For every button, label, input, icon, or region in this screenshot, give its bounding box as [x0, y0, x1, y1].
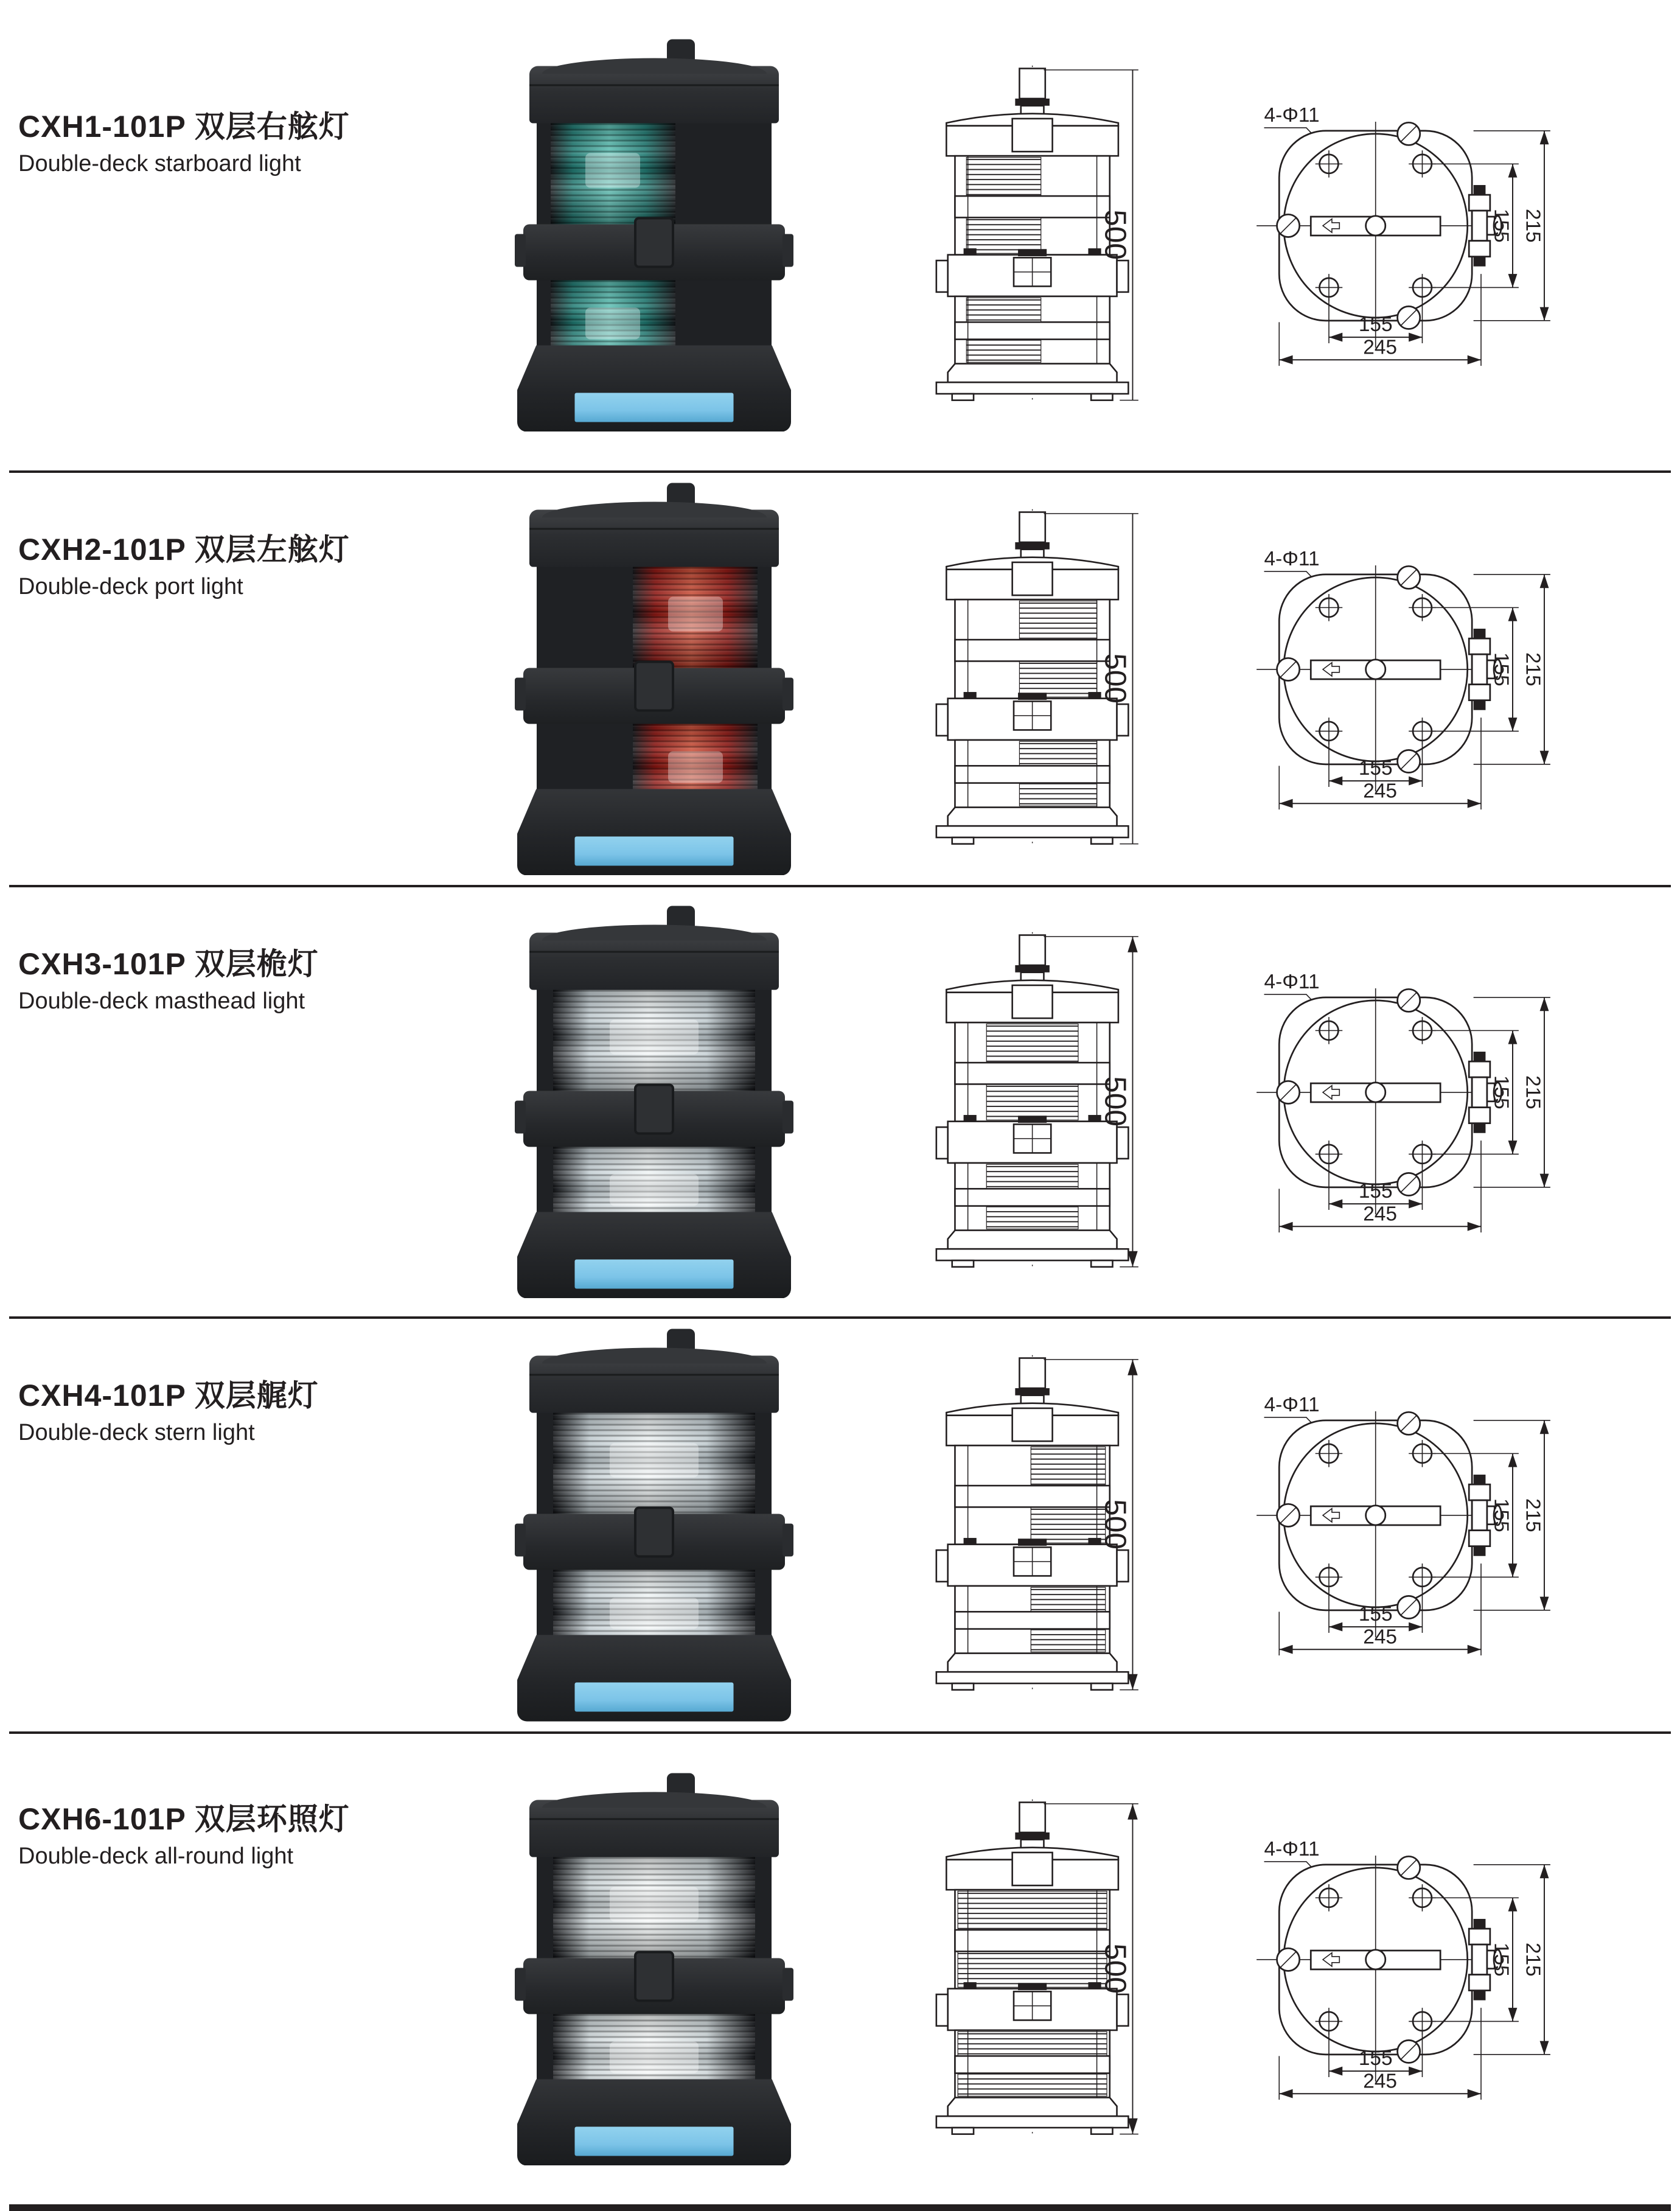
title-block — [18, 940, 319, 1015]
lamp-base — [517, 2079, 791, 2165]
lamp-top-cap — [529, 66, 779, 123]
top-view-drawing — [1253, 1828, 1585, 2110]
product-title-zh — [18, 940, 319, 983]
side-view-svg — [925, 1797, 1147, 2139]
upper-lens — [537, 1413, 772, 1514]
dim-outer-v: 215 — [1521, 1498, 1544, 1532]
dim-inner-h: 155 — [1358, 2047, 1393, 2070]
upper-lens — [537, 123, 772, 224]
top-view-svg — [1253, 94, 1585, 373]
product-title-en: Double-deck port light — [18, 574, 243, 599]
product-row — [9, 887, 1671, 1319]
top-view-drawing — [1253, 94, 1585, 376]
dim-outer-h: 245 — [1363, 779, 1398, 802]
top-view-drawing — [1253, 1385, 1585, 1666]
lamp-top-cap — [529, 509, 779, 567]
clamp-bolt — [634, 217, 674, 268]
side-view-svg — [925, 506, 1147, 849]
upper-lens-glass — [551, 123, 675, 224]
side-view-svg — [925, 929, 1147, 1272]
middle-clamp — [523, 1958, 785, 2014]
product-title-zh — [18, 102, 350, 146]
clamp-bolt — [634, 1951, 674, 2002]
side-view-drawing — [925, 929, 1147, 1275]
dim-inner-v: 155 — [1490, 1498, 1513, 1532]
dim-holes-label: 4-Φ11 — [1264, 103, 1320, 127]
side-view-drawing — [925, 1797, 1147, 2142]
middle-clamp — [523, 668, 785, 724]
dim-height-500: 500 — [1098, 209, 1132, 260]
product-model: CXH3-101P — [18, 947, 186, 981]
title-block — [18, 1795, 350, 1870]
product-title-en: Double-deck stern light — [18, 1420, 255, 1445]
product-photo — [529, 1773, 779, 2165]
product-model: CXH2-101P — [18, 533, 186, 567]
dim-outer-v: 215 — [1521, 208, 1544, 243]
product-label-sticker — [575, 393, 734, 422]
dim-outer-h: 245 — [1363, 1202, 1398, 1225]
lamp-base — [517, 345, 791, 431]
dim-height-500: 500 — [1098, 1075, 1132, 1126]
dim-inner-h: 155 — [1358, 1179, 1393, 1203]
product-photo — [529, 483, 779, 875]
top-view-svg — [1253, 538, 1585, 817]
product-name-zh: 双层环照灯 — [194, 1802, 350, 1836]
top-view-drawing — [1253, 538, 1585, 820]
clamp-bolt — [634, 1083, 674, 1134]
dim-inner-v: 155 — [1490, 208, 1513, 243]
product-model: CXH6-101P — [18, 1802, 186, 1836]
dim-outer-v: 215 — [1521, 652, 1544, 686]
product-label-sticker — [575, 836, 734, 865]
product-title-zh — [18, 1795, 350, 1839]
dim-holes-label: 4-Φ11 — [1264, 1837, 1320, 1860]
dim-outer-h: 245 — [1363, 335, 1398, 358]
dim-holes-label: 4-Φ11 — [1264, 970, 1320, 993]
side-view-drawing — [925, 63, 1147, 408]
upper-lens — [537, 990, 772, 1091]
lamp-base — [517, 789, 791, 875]
product-name-zh: 双层右舷灯 — [194, 110, 350, 144]
product-name-zh: 双层左舷灯 — [194, 533, 350, 567]
product-photo — [529, 906, 779, 1298]
upper-lens-glass — [553, 1413, 755, 1514]
top-view-drawing — [1253, 961, 1585, 1243]
middle-clamp — [523, 1091, 785, 1147]
dim-height-500: 500 — [1098, 1943, 1132, 1994]
title-block — [18, 1371, 319, 1446]
lamp-top-cap — [529, 1356, 779, 1413]
middle-clamp — [523, 224, 785, 280]
side-view-svg — [925, 1352, 1147, 1695]
clamp-bolt — [634, 660, 674, 711]
title-block — [18, 525, 350, 600]
clamp-bolt — [634, 1507, 674, 1558]
product-title-zh — [18, 1371, 319, 1415]
side-view-drawing — [925, 1352, 1147, 1698]
product-title-en: Double-deck all-round light — [18, 1843, 294, 1869]
side-view-drawing — [925, 506, 1147, 852]
product-row — [9, 0, 1671, 473]
product-photo — [529, 1329, 779, 1722]
product-model: CXH1-101P — [18, 110, 186, 144]
dim-outer-v: 215 — [1521, 1075, 1544, 1109]
lamp-top-cap — [529, 932, 779, 990]
upper-lens — [537, 1857, 772, 1958]
dim-height-500: 500 — [1098, 652, 1132, 704]
top-view-svg — [1253, 1828, 1585, 2107]
side-view-svg — [925, 63, 1147, 405]
upper-lens-glass — [553, 1857, 755, 1958]
dim-inner-h: 155 — [1358, 756, 1393, 780]
dim-holes-label: 4-Φ11 — [1264, 1394, 1320, 1417]
upper-lens-glass — [633, 567, 758, 668]
dim-inner-v: 155 — [1490, 652, 1513, 686]
product-label-sticker — [575, 1259, 734, 1288]
upper-lens — [537, 567, 772, 668]
top-view-svg — [1253, 961, 1585, 1240]
product-name-zh: 双层桅灯 — [194, 947, 319, 981]
dim-outer-v: 215 — [1521, 1942, 1544, 1977]
product-photo — [529, 39, 779, 431]
top-view-svg — [1253, 1385, 1585, 1663]
product-label-sticker — [575, 1683, 734, 1712]
product-name-zh: 双层艉灯 — [194, 1378, 319, 1413]
product-row — [9, 1319, 1671, 1734]
dim-inner-v: 155 — [1490, 1075, 1513, 1109]
product-row — [9, 473, 1671, 887]
lamp-base — [517, 1635, 791, 1722]
dim-inner-v: 155 — [1490, 1942, 1513, 1977]
dim-outer-h: 245 — [1363, 1626, 1398, 1649]
dim-holes-label: 4-Φ11 — [1264, 547, 1320, 570]
product-title-en: Double-deck starboard light — [18, 151, 301, 176]
product-label-sticker — [575, 2126, 734, 2156]
dim-outer-h: 245 — [1363, 2069, 1398, 2092]
dim-height-500: 500 — [1098, 1499, 1132, 1549]
product-row — [9, 1734, 1671, 2211]
lamp-base — [517, 1212, 791, 1298]
product-title-zh — [18, 525, 350, 569]
middle-clamp — [523, 1514, 785, 1570]
lamp-top-cap — [529, 1800, 779, 1857]
product-title-en: Double-deck masthead light — [18, 988, 305, 1014]
upper-lens-glass — [553, 990, 755, 1091]
title-block — [18, 102, 350, 177]
dim-inner-h: 155 — [1358, 1603, 1393, 1626]
dim-inner-h: 155 — [1358, 313, 1393, 336]
product-model: CXH4-101P — [18, 1378, 186, 1413]
